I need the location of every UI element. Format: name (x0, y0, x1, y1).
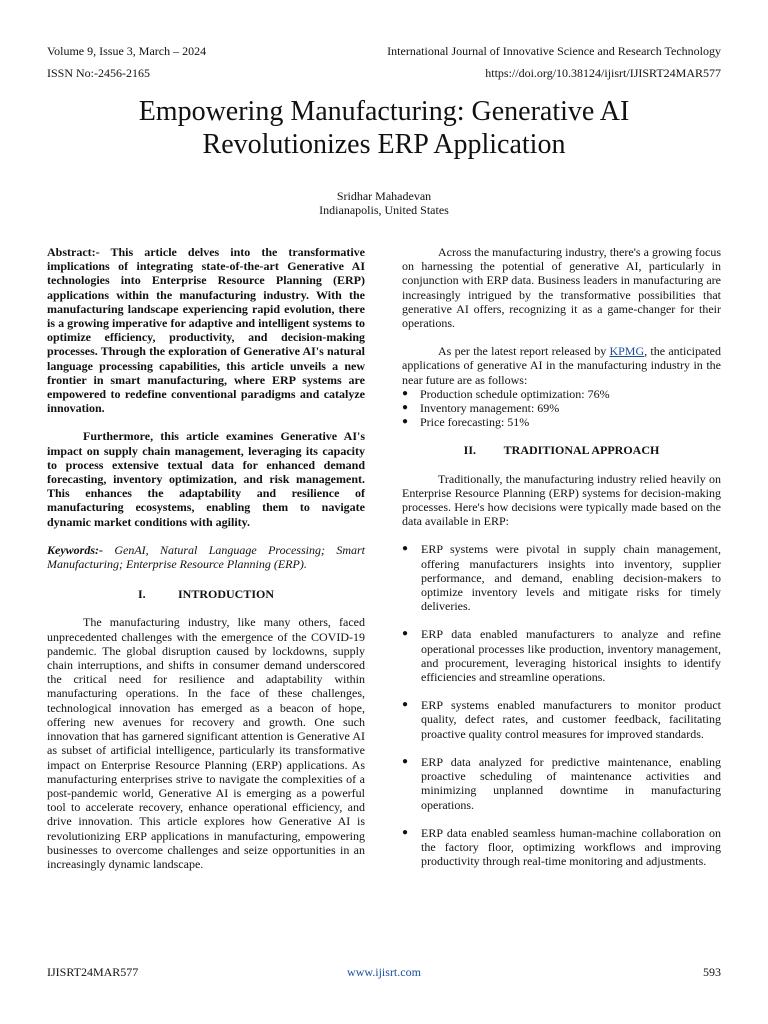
kpmg-text-after: , the anticipated applications of generative AI in the manufacturing industry in the near future are as follows: (402, 344, 721, 387)
header-volume: Volume 9, Issue 3, March – 2024 (47, 44, 207, 58)
kpmg-link[interactable]: KPMG (609, 344, 645, 359)
kpmg-text-before: As per the latest report released by (438, 344, 610, 359)
introduction-paragraph: The manufacturing industry, like many others, faced unprecedented challenges with the emergence of the COVID-19 pandemic. The global disruption caused by lockdowns, supply chain interruptions, and shifts in consumer demand underscored the critical need for resilience and adaptability within manufacturing operations. In the face of these challenges, technological innovation has emerged as a beacon of hope, offering new avenues for recovery and growth. One such innovation that has garnered significant attention is Generative AI as subset of artificial intelligence, particularly its transformative impact on Enterprise Resource Planning (ERP) applications. As manufacturing enterprises strive to navigate the complexities of a post-pandemic world, Generative AI is emerging as a powerful tool to accelerate recovery, enhance operational efficiency, and drive innovation. This article explores how Generative AI is revolutionizing ERP applications in manufacturing, empowering businesses to overcome challenges and seize opportunities in an increasingly dynamic landscape. (47, 615, 365, 871)
list-item (402, 415, 721, 429)
list-item (402, 627, 721, 684)
header-doi[interactable]: https://doi.org/10.38124/ijisrt/IJISRT24MAR577 (485, 66, 721, 80)
list-item (402, 542, 721, 613)
right-column (402, 245, 721, 882)
header-journal-name: International Journal of Innovative Science and Research Technology (387, 44, 721, 58)
paragraph-traditional: Traditionally, the manufacturing industry relied heavily on Enterprise Resource Planning (ERP) systems for decision-making processes. Here's how decisions were typically made based on the data available in ERP: (402, 471, 721, 529)
list-item-text: ERP data analyzed for predictive maintenance, enabling proactive scheduling of maintenance activities and minimizing unplanned downtime in manufacturing operations. (421, 754, 721, 812)
section-heading-traditional-approach (402, 443, 721, 457)
bullet-icon: ● (402, 543, 409, 555)
list-item (402, 387, 721, 401)
bullet-icon: ● (402, 826, 409, 838)
paper-title-line-1: Empowering Manufacturing: Generative AI (138, 96, 630, 127)
footer-website-link[interactable]: www.ijisrt.com (347, 965, 421, 979)
list-item (402, 698, 721, 741)
bullet-icon: ● (402, 416, 409, 428)
list-item-text: ERP data enabled seamless human-machine collaboration on the factory floor, optimizing workflows and improving productivity through real-time monitoring and adjustments. (421, 825, 721, 869)
keywords-label: Keywords:- (47, 542, 103, 557)
paragraph-generative-ai-focus: Across the manufacturing industry, there's a growing focus on harnessing the potential of generative AI, particularly in conjunction with ERP data. Business leaders in manufacturing are increasingly intrigued by the transformative possibilities that generative AI offers, recognizing it as a game-changer for their operations. (402, 245, 721, 331)
section-heading-introduction (47, 587, 365, 601)
keywords (47, 543, 365, 571)
list-item (402, 755, 721, 812)
keywords-text: GenAI, Natural Language Processing; Smart Manufacturing; Enterprise Resource Planning (ERP). (47, 542, 365, 572)
author-name: Sridhar Mahadevan (336, 189, 432, 203)
section-number: II. (463, 443, 476, 458)
abstract-paragraph-2: Furthermore, this article examines Generative AI's impact on supply chain management, leveraging its capacity to process extensive textual data for enhanced demand forecasting, inventory optimization, and risk management. This enhances the adaptability and resilience of manufacturing ecosystems, enabling them to navigate dynamic market conditions with agility. (47, 429, 365, 529)
footer-article-id: IJISRT24MAR577 (47, 965, 139, 979)
bullet-icon: ● (402, 628, 409, 640)
bullet-icon: ● (402, 699, 409, 711)
erp-decision-list (402, 542, 721, 868)
header-issn: ISSN No:-2456-2165 (47, 66, 151, 80)
list-item (402, 826, 721, 869)
list-item-text: Inventory management: 69% (420, 401, 560, 416)
paragraph-kpmg-report (402, 344, 721, 387)
list-item-text: ERP data enabled manufacturers to analyze and refine operational processes like production, inventory management, and procurement, leveraging historical insights to identify efficiencies and streamline operations. (421, 627, 721, 685)
footer-website (0, 965, 768, 979)
list-item-text: ERP systems enabled manufacturers to monitor product quality, defect rates, and customer feedback, facilitating proactive quality control measures for improved standards. (421, 698, 721, 741)
list-item (402, 401, 721, 415)
abstract-text: This article delves into the transformative implications of integrating state-of-the-art Generative AI technologies into Enterprise Resource Planning (ERP) applications within the manufacturing industry. With the manufacturing landscape experiencing rapid evolution, there is a growing imperative for adaptive and intelligent systems to optimize efficiency, productivity, and decision-making processes. Through the exploration of Generative AI's natural language processing capabilities, this article unveils a new frontier in smart manufacturing, where ERP systems are empowered to redefine conventional paradigms and catalyze innovation. (47, 245, 365, 416)
bullet-icon: ● (402, 387, 409, 399)
bullet-icon: ● (402, 755, 409, 767)
bullet-icon: ● (402, 402, 409, 414)
left-column (47, 245, 365, 871)
abstract (47, 245, 365, 415)
list-item-text: Price forecasting: 51% (420, 415, 530, 430)
author-affiliation: Indianapolis, United States (319, 203, 449, 217)
footer-page-number: 593 (703, 965, 721, 979)
statistics-list (402, 387, 721, 430)
section-number: I. (137, 587, 146, 602)
list-item-text: ERP systems were pivotal in supply chain management, offering manufacturers insights into inventory, supplier performance, and demand, enabling decision-makers to optimize inventory levels and mitigate risks for timely deliveries. (421, 542, 721, 614)
paper-title (40, 95, 728, 161)
paper-title-line-2: Revolutionizes ERP Application (202, 129, 566, 160)
list-item-text: Production schedule optimization: 76% (420, 386, 610, 401)
section-title: TRADITIONAL APPROACH (503, 443, 660, 458)
section-title: INTRODUCTION (177, 587, 274, 602)
abstract-label: Abstract:- (47, 245, 100, 259)
